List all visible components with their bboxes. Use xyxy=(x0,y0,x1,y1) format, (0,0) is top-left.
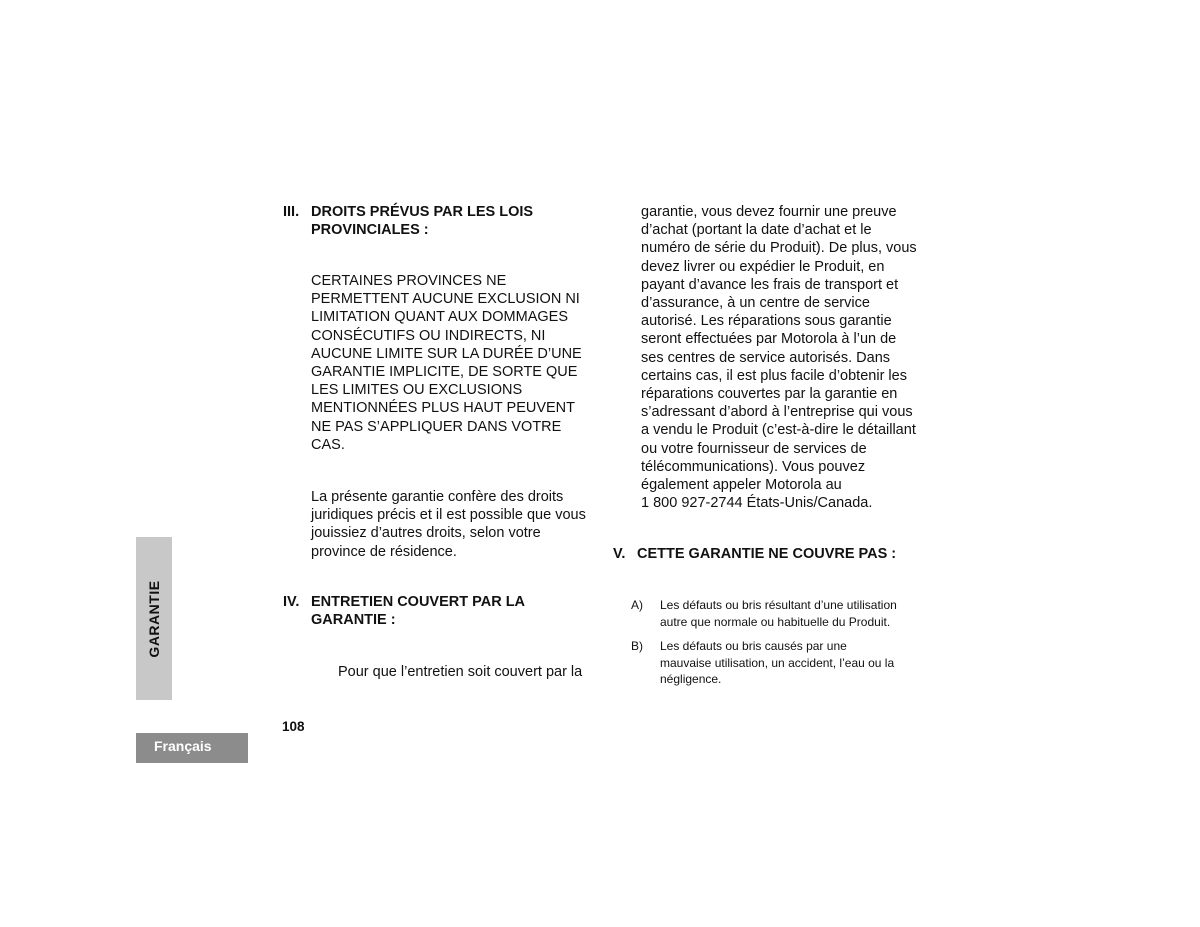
paragraph-line: d’assurance, à un centre de service xyxy=(641,295,870,312)
exclusion-item-label: B) xyxy=(631,639,643,653)
paragraph-line: payant d’avance les frais de transport et xyxy=(641,276,899,293)
paragraph-line: télécommunications). Vous pouvez xyxy=(641,458,866,475)
paragraph-line: MENTIONNÉES PLUS HAUT PEUVENT xyxy=(311,400,576,417)
paragraph-line: NE PAS S’APPLIQUER DANS VOTRE xyxy=(311,418,562,435)
paragraph-line: garantie, vous devez fournir une preuve xyxy=(641,204,897,220)
paragraph-line: La présente garantie confère des droits xyxy=(311,489,564,505)
section-iv-number: IV. xyxy=(283,594,300,610)
section-iv-heading xyxy=(283,593,603,633)
section-side-tab-label: GARANTIE xyxy=(146,579,162,658)
paragraph-line: CERTAINES PROVINCES NE xyxy=(311,273,507,289)
section-v-title: CETTE GARANTIE NE COUVRE PAS : xyxy=(637,546,897,562)
paragraph-line: devez livrer ou expédier le Produit, en xyxy=(641,258,885,275)
section-v-heading xyxy=(613,545,943,565)
paragraph-line: numéro de série du Produit). De plus, vous xyxy=(641,240,917,257)
paragraph-line: ses centres de service autorisés. Dans xyxy=(641,349,891,366)
language-tab xyxy=(136,733,248,763)
paragraph-line: AUCUNE LIMITE SUR LA DURÉE D’UNE xyxy=(311,345,582,362)
service-paragraph-continuation xyxy=(641,203,941,512)
paragraph-line: également appeler Motorola au xyxy=(641,477,842,494)
section-iii-title-line: PROVINCIALES : xyxy=(311,222,429,238)
paragraph-line: d’achat (portant la date d’achat et le xyxy=(641,222,872,239)
exclusion-item-line: autre que normale ou habituelle du Produit. xyxy=(660,614,891,629)
page-number: 108 xyxy=(282,719,305,734)
paragraph-line: certains cas, il est plus facile d’obtenir les xyxy=(641,367,907,384)
exclusion-item-a xyxy=(631,597,951,633)
service-paragraph-start xyxy=(338,663,608,681)
exclusion-item-line: mauvaise utilisation, un accident, l’eau ou la xyxy=(660,655,895,670)
section-iv-title-line: GARANTIE : xyxy=(311,612,396,628)
section-iii-number: III. xyxy=(283,204,300,220)
exclusion-item-b xyxy=(631,638,951,690)
exclusion-item-line: Les défauts ou bris résultant d’une utilisation xyxy=(660,598,897,612)
paragraph-line: Pour que l’entretien soit couvert par la xyxy=(338,664,583,680)
paragraph-line: PERMETTENT AUCUNE EXCLUSION NI xyxy=(311,291,580,308)
section-v-number: V. xyxy=(613,546,626,562)
section-iv-title-line: ENTRETIEN COUVERT PAR LA xyxy=(311,594,526,610)
paragraph-line: province de résidence. xyxy=(311,543,457,560)
paragraph-line: ou votre fournisseur de services de xyxy=(641,440,867,457)
paragraph-line: a vendu le Produit (c’est-à-dire le détaillant xyxy=(641,422,916,439)
paragraph-line: jouissiez d’autres droits, selon votre xyxy=(311,525,541,542)
section-iii-title-line: DROITS PRÉVUS PAR LES LOIS xyxy=(311,204,534,220)
paragraph-line: LES LIMITES OU EXCLUSIONS xyxy=(311,382,523,399)
exclusion-item-line: négligence. xyxy=(660,672,722,686)
paragraph-line: CONSÉCUTIFS OU INDIRECTS, NI xyxy=(311,327,546,344)
section-side-tab xyxy=(136,537,172,700)
legal-rights-paragraph xyxy=(311,488,611,561)
section-iii-heading xyxy=(283,203,603,243)
paragraph-line: LIMITATION QUANT AUX DOMMAGES xyxy=(311,309,568,326)
exclusion-item-label: A) xyxy=(631,598,643,612)
paragraph-line: 1 800 927-2744 États-Unis/Canada. xyxy=(641,495,873,512)
paragraph-line: CAS. xyxy=(311,436,345,453)
paragraph-line: GARANTIE IMPLICITE, DE SORTE QUE xyxy=(311,364,578,381)
paragraph-line: réparations couvertes par la garantie en xyxy=(641,386,898,403)
paragraph-line: juridiques précis et il est possible que vous xyxy=(311,507,586,524)
provincial-rights-paragraph xyxy=(311,272,611,454)
paragraph-line: seront effectuées par Motorola à l’un de xyxy=(641,331,897,348)
exclusion-item-line: Les défauts ou bris causés par une xyxy=(660,639,847,653)
paragraph-line: s’adressant d’abord à l’entreprise qui vous xyxy=(641,404,913,421)
language-tab-label: Français xyxy=(154,738,212,754)
paragraph-line: autorisé. Les réparations sous garantie xyxy=(641,313,892,330)
